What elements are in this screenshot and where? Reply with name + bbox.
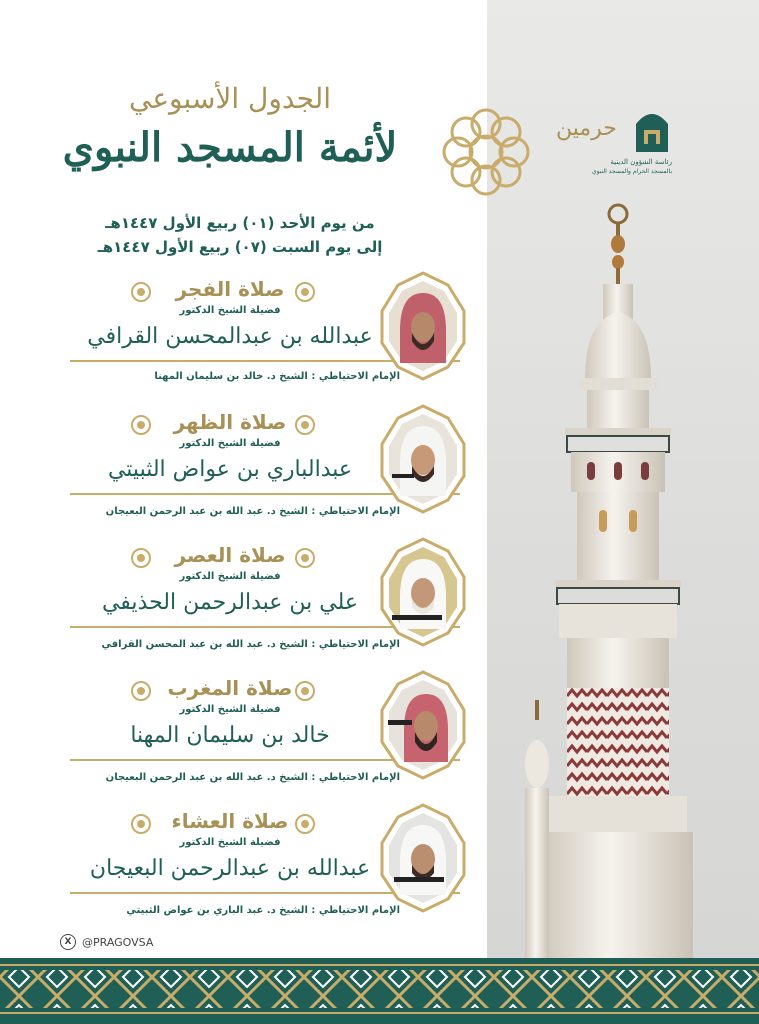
- flower-ornament-icon: [130, 547, 152, 569]
- backup-imam: الإمام الاحتياطي : الشيخ د. عبد الباري بن عواض الثبيتي: [126, 905, 400, 916]
- section-isha: [0, 809, 487, 944]
- sheikh-title: فضيلة الشيخ الدكتور: [179, 438, 281, 449]
- imam-portrait: [378, 271, 468, 381]
- date-to: إلى يوم السبت (٠٧) ربيع الأول ١٤٤٧هـ: [97, 238, 383, 256]
- section-asr: [0, 543, 487, 678]
- backup-imam: الإمام الاحتياطي : الشيخ د. عبد الله بن عبد الرحمن البعيجان: [105, 506, 400, 517]
- handle-text: @PRAGOVSA: [82, 935, 154, 949]
- backup-imam: الإمام الاحتياطي : الشيخ د. عبد الله بن عبد الرحمن البعيجان: [105, 772, 400, 783]
- imam-name: علي بن عبدالرحمن الحذيفي: [101, 590, 359, 615]
- imam-name: عبدالله بن عبدالمحسن القرافي: [87, 324, 373, 349]
- sheikh-title: فضيلة الشيخ الدكتور: [179, 837, 281, 848]
- prayer-name: صلاة المغرب: [167, 676, 293, 700]
- backup-imam: الإمام الاحتياطي : الشيخ د. خالد بن سليمان المهنا: [154, 371, 400, 382]
- schedule-subtitle: الجدول الأسبوعي: [128, 82, 331, 115]
- prayer-name: صلاة الظهر: [173, 410, 287, 434]
- imam-portrait: [378, 404, 468, 514]
- backup-imam: الإمام الاحتياطي : الشيخ د. عبد الله بن عبد المحسن القرافي: [101, 639, 400, 650]
- imam-name: عبدالله بن عبدالرحمن البعيجان: [89, 856, 371, 881]
- x-twitter-icon: X: [60, 934, 76, 950]
- prayer-name: صلاة العصر: [174, 543, 286, 567]
- imam-portrait: [378, 537, 468, 647]
- footer-pattern: [0, 958, 759, 1024]
- imam-portrait: [378, 670, 468, 780]
- section-maghrib: [0, 676, 487, 811]
- geometric-pattern: [0, 958, 759, 1024]
- rosette-ornament-icon: [436, 102, 536, 202]
- flower-ornament-icon: [130, 414, 152, 436]
- flower-ornament-icon: [130, 680, 152, 702]
- sheikh-title: فضيلة الشيخ الدكتور: [179, 571, 281, 582]
- haramain-logo-icon: [632, 104, 672, 154]
- section-dhuhr: [0, 410, 487, 545]
- imam-portrait: [378, 803, 468, 913]
- sheikh-title: فضيلة الشيخ الدكتور: [179, 704, 281, 715]
- date-from: من يوم الأحد (٠١) ربيع الأول ١٤٤٧هـ: [105, 214, 375, 232]
- imam-name: عبدالباري بن عواض الثبيتي: [107, 457, 353, 482]
- imam-name: خالد بن سليمان المهنا: [130, 723, 330, 748]
- haramain-logo: [556, 100, 676, 180]
- logo-line1: رئاسة الشؤون الدينية: [610, 158, 672, 166]
- schedule-title: لأئمة المسجد النبوي: [62, 124, 398, 171]
- flower-ornament-icon: [130, 281, 152, 303]
- sheikh-title: فضيلة الشيخ الدكتور: [179, 305, 281, 316]
- prayer-name: صلاة العشاء: [171, 809, 289, 833]
- flower-ornament-icon: [130, 813, 152, 835]
- section-fajr: [0, 277, 487, 412]
- logo-name: حرمين: [556, 116, 617, 141]
- prayer-name: صلاة الفجر: [175, 277, 285, 301]
- social-handle[interactable]: [60, 934, 200, 950]
- logo-line2: بالمسجد الحرام والمسجد النبوي: [591, 168, 672, 175]
